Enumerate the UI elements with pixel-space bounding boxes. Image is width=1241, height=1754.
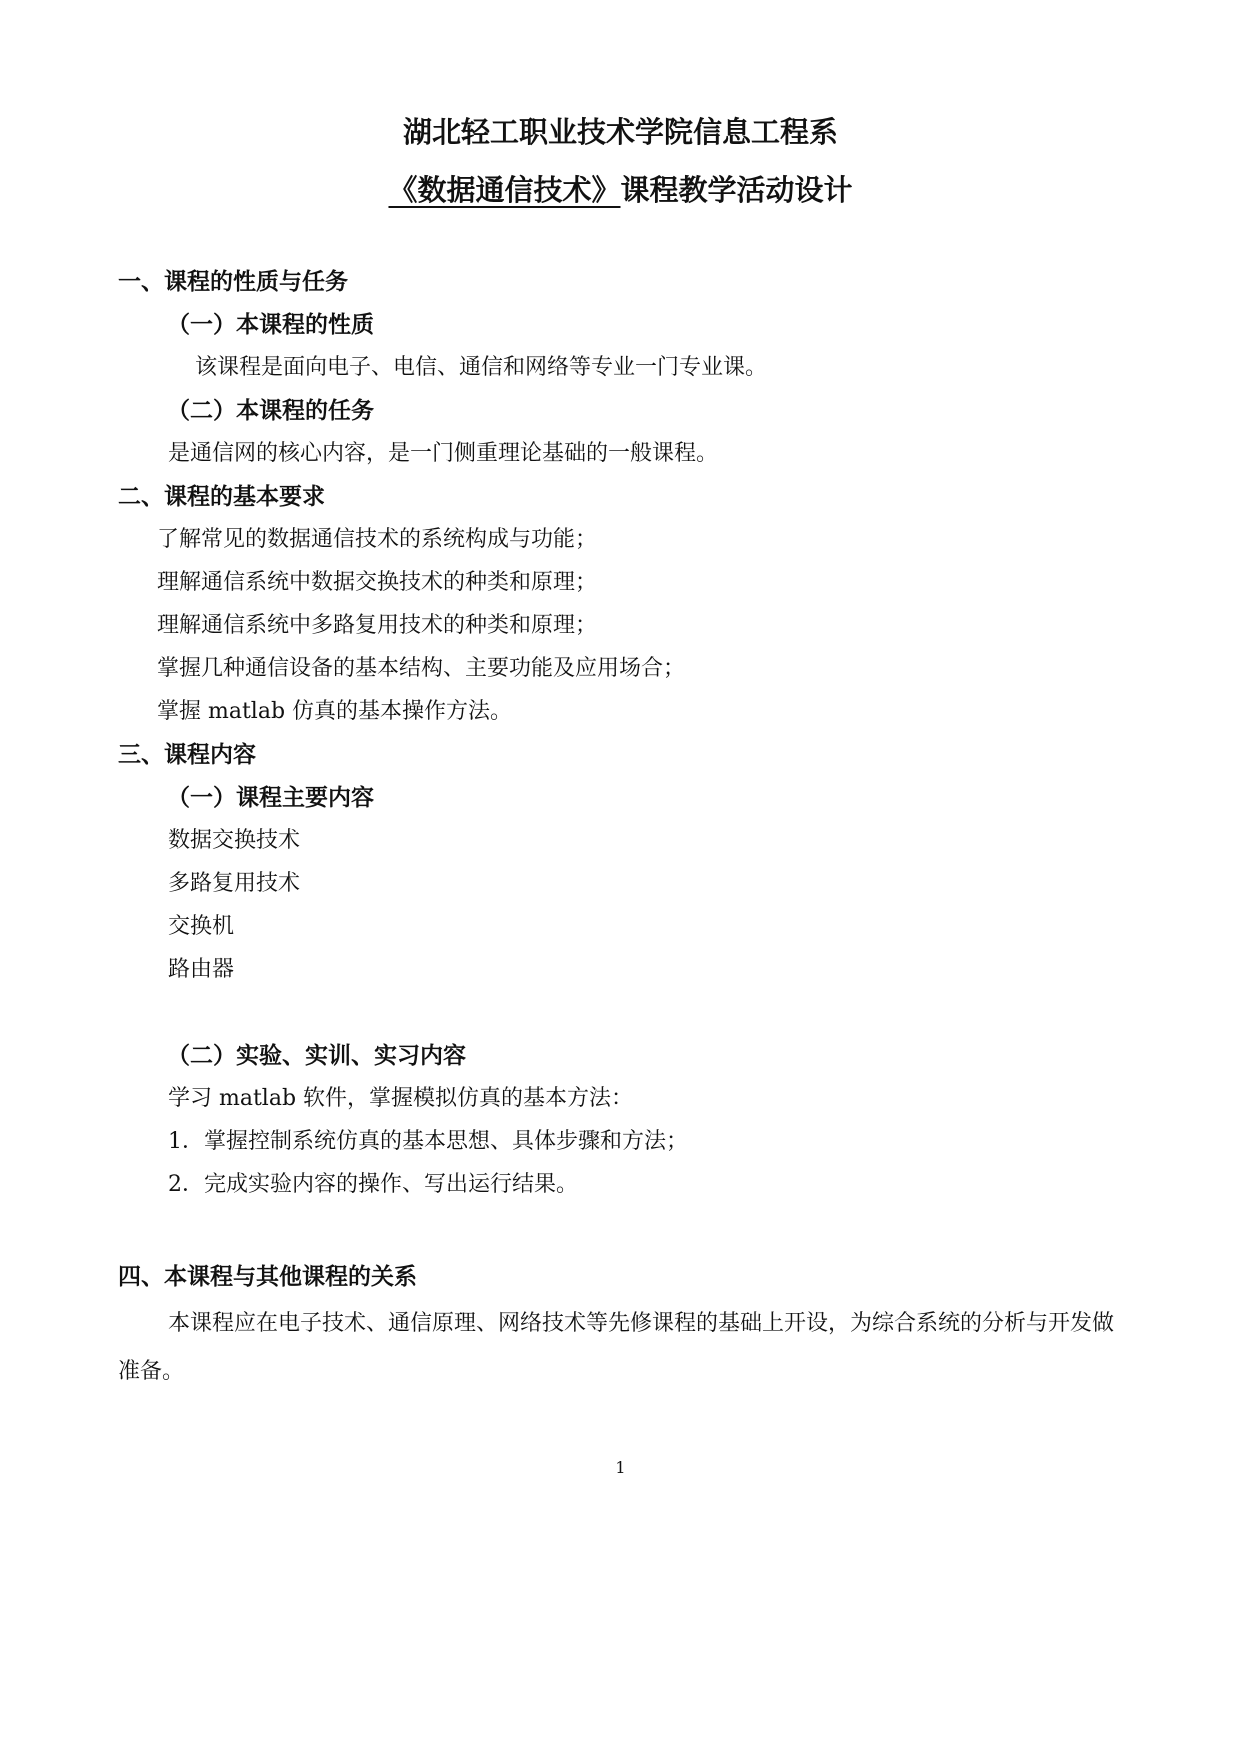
document-subtitle <box>0 173 1241 207</box>
subtitle-rest: 课程教学活动设计 <box>620 173 853 207</box>
section-1-sub-1-text: 该课程是面向电子、电信、通信和网络等专业一门专业课。 <box>195 355 768 380</box>
experiment-item: 2．完成实验内容的操作、写出运行结果。 <box>168 1172 578 1197</box>
page-number: 1 <box>615 1458 626 1477</box>
content-item: 交换机 <box>168 914 235 939</box>
section-1-sub-2-text: 是通信网的核心内容，是一门侧重理论基础的一般课程。 <box>168 441 719 466</box>
section-3-sub-2-heading: （二）实验、实训、实习内容 <box>167 1043 466 1069</box>
section-1-sub-2-heading: （二）本课程的任务 <box>167 398 374 424</box>
course-name: 《数据通信技术》 <box>388 173 621 207</box>
content-item: 数据交换技术 <box>168 828 301 853</box>
section-1-sub-1-heading: （一）本课程的性质 <box>167 312 374 338</box>
requirement-item: 掌握几种通信设备的基本结构、主要功能及应用场合； <box>157 656 686 681</box>
section-3-heading: 三、课程内容 <box>118 742 256 768</box>
section-4-paragraph: 本课程应在电子技术、通信原理、网络技术等先修课程的基础上开设，为综合系统的分析与开发做准备。 <box>118 1311 1115 1384</box>
requirement-item: 理解通信系统中数据交换技术的种类和原理； <box>157 570 598 595</box>
document-title: 湖北轻工职业技术学院信息工程系 <box>402 115 838 149</box>
section-2-heading: 二、课程的基本要求 <box>118 484 325 510</box>
section-3-sub-1-heading: （一）课程主要内容 <box>167 785 374 811</box>
experiment-intro: 学习 matlab 软件，掌握模拟仿真的基本方法： <box>168 1086 634 1111</box>
content-item: 路由器 <box>168 957 235 982</box>
section-4-heading: 四、本课程与其他课程的关系 <box>118 1264 417 1290</box>
requirement-item: 掌握 matlab 仿真的基本操作方法。 <box>157 699 513 724</box>
content-item: 多路复用技术 <box>168 871 301 896</box>
section-1-heading: 一、课程的性质与任务 <box>118 269 348 295</box>
requirement-item: 理解通信系统中多路复用技术的种类和原理； <box>157 613 598 638</box>
experiment-item: 1．掌握控制系统仿真的基本思想、具体步骤和方法； <box>168 1129 688 1154</box>
requirement-item: 了解常见的数据通信技术的系统构成与功能； <box>157 527 598 552</box>
